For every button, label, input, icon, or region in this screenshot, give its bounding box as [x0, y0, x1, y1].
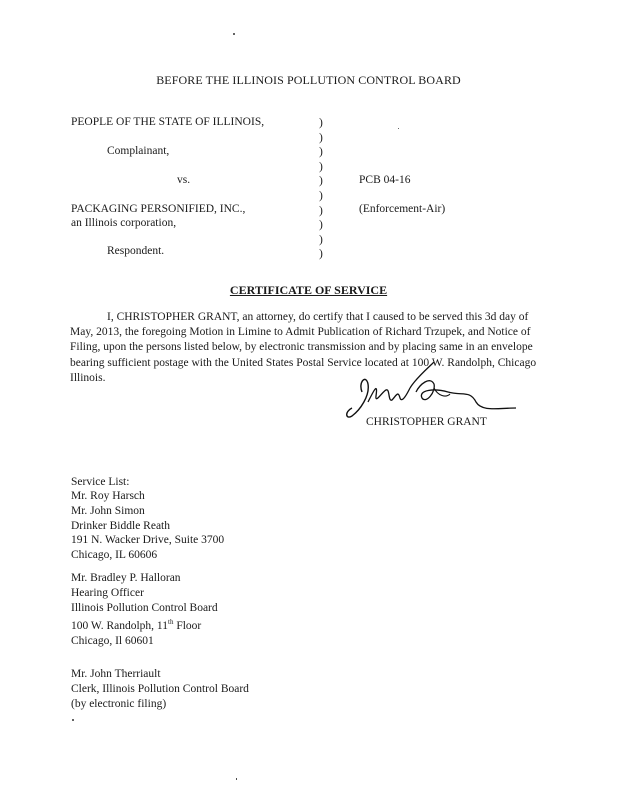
case-number: PCB 04-16 — [359, 174, 411, 186]
address-prefix: 100 W. Randolph, 11 — [71, 620, 169, 633]
recipient-line: Mr. John Simon — [71, 504, 145, 517]
plaintiff-name: PEOPLE OF THE STATE OF ILLINOIS, — [71, 116, 265, 128]
complainant-label: Complainant, — [107, 145, 170, 157]
scan-speck — [233, 33, 235, 35]
recipient-line: Hearing Officer — [71, 586, 144, 599]
certificate-heading: CERTIFICATE OF SERVICE — [229, 283, 388, 297]
recipient-line — [71, 615, 218, 634]
recipient-line: Mr. John Therriault — [71, 668, 161, 680]
recipient-line: (by electronic filing) — [71, 697, 167, 710]
recipient-line: Illinois Pollution Control Board — [71, 601, 218, 614]
versus-label: vs. — [177, 174, 191, 186]
defendant-name: PACKAGING PERSONIFIED, INC., — [71, 203, 246, 215]
address-superscript: th — [168, 618, 174, 627]
recipient-line: Chicago, Il 60601 — [71, 635, 154, 648]
scan-speck — [72, 719, 74, 721]
case-type: (Enforcement-Air) — [359, 203, 446, 215]
service-list-heading — [71, 475, 129, 490]
recipient-line: Mr. Roy Harsch — [71, 490, 145, 502]
caption-bracket: ) ) ) ) ) ) ) ) ) ) — [319, 117, 323, 261]
signatory-name: CHRISTOPHER GRANT — [366, 416, 487, 428]
handwritten-signature — [338, 362, 518, 424]
service-list-label: Service List: — [71, 476, 130, 488]
certificate-body-text: I, CHRISTOPHER GRANT, an attorney, do certify that I caused to be served this 3d day of May, 2013, the foregoing Motion in Limine to Admit Publication of Richard Trzupek, and Notice of Filing, upon the persons listed below, by electronic transmission and by placing same in an envelope bearing sufficient postage with the United States Postal Service located at 100 W. Randolph, Chicago Illinois. — [70, 311, 537, 384]
recipient-line: 191 N. Wacker Drive, Suite 3700 — [71, 534, 225, 547]
address-suffix: Floor — [173, 620, 202, 633]
recipient-line: Clerk, Illinois Pollution Control Board — [71, 682, 249, 695]
scan-speck — [236, 778, 237, 780]
scan-speck — [398, 128, 399, 129]
recipient-line: Mr. Bradley P. Halloran — [71, 572, 181, 584]
recipient-line: Drinker Biddle Reath — [71, 519, 171, 532]
defendant-description: an Illinois corporation, — [71, 217, 177, 229]
service-group-3 — [71, 667, 249, 711]
service-group-2 — [71, 571, 218, 649]
recipient-line: Chicago, IL 60606 — [71, 549, 158, 562]
board-title: BEFORE THE ILLINOIS POLLUTION CONTROL BOARD — [156, 73, 461, 87]
respondent-label: Respondent. — [107, 245, 165, 257]
service-group-1 — [71, 489, 224, 563]
